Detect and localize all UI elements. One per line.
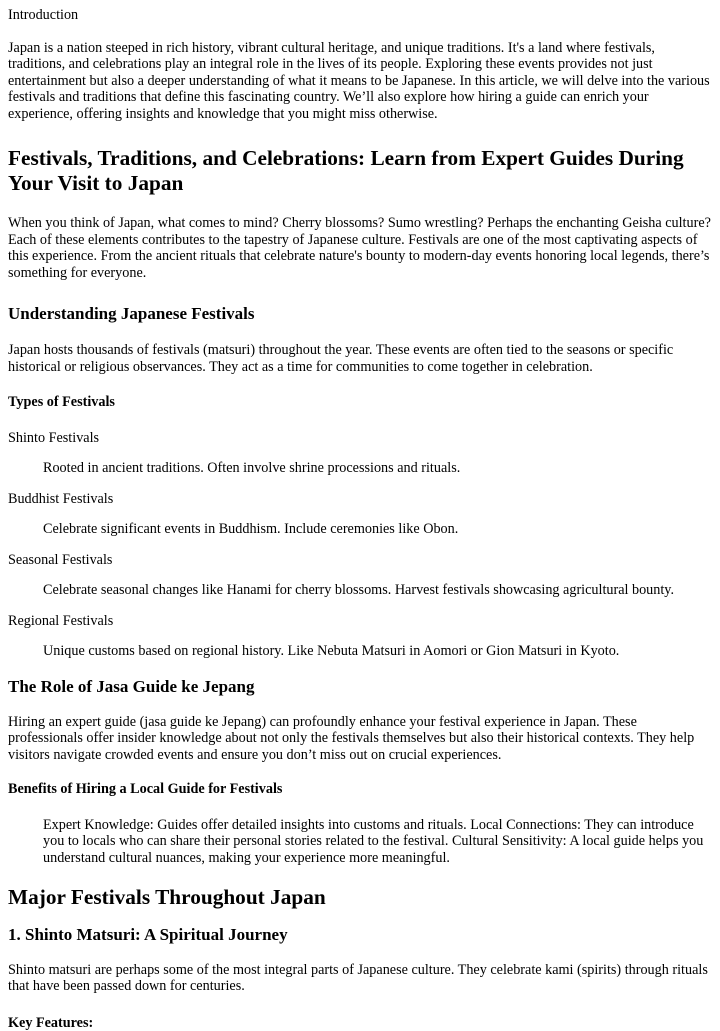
key-features-heading: Key Features: bbox=[8, 1015, 712, 1031]
benefits-heading: Benefits of Hiring a Local Guide for Festivals bbox=[8, 781, 712, 798]
festival-type-description: Celebrate significant events in Buddhism. Include ceremonies like Obon. bbox=[8, 521, 712, 538]
shinto-heading: 1. Shinto Matsuri: A Spiritual Journey bbox=[8, 925, 712, 945]
festival-type-description: Unique customs based on regional history. Like Nebuta Matsuri in Aomori or Gion Matsuri in Kyoto. bbox=[8, 643, 712, 660]
intro-label: Introduction bbox=[8, 0, 712, 24]
festival-type-term: Seasonal Festivals bbox=[8, 552, 712, 569]
benefits-text: Expert Knowledge: Guides offer detailed insights into customs and rituals. Local Connections: They can introduce you to locals who can share their personal stories related to the festival. Cultural Sensitivity: A local guide helps you understand cultural nuances, making your experience more meaningful. bbox=[8, 817, 712, 867]
guide-role-paragraph: Hiring an expert guide (jasa guide ke Jepang) can profoundly enhance your festival experience in Japan. These professionals offer insider knowledge about not only the festivals themselves but also their historical contexts. They help visitors navigate crowded events and ensure you don’t miss out on crucial experiences. bbox=[8, 714, 712, 764]
types-heading: Types of Festivals bbox=[8, 394, 712, 411]
understanding-paragraph: Japan hosts thousands of festivals (matsuri) throughout the year. These events are often tied to the seasons or specific historical or religious observances. They act as a time for communities to come together in celebration. bbox=[8, 342, 712, 375]
major-festivals-heading: Major Festivals Throughout Japan bbox=[8, 885, 712, 910]
main-paragraph: When you think of Japan, what comes to mind? Cherry blossoms? Sumo wrestling? Perhaps the enchanting Geisha culture? Each of these elements contributes to the tapestry of Japanese culture. Festivals are one of the most captivating aspects of this experience. From the ancient rituals that celebrate nature's bounty to modern-day events honoring local legends, there’s something for everyone. bbox=[8, 215, 712, 281]
festival-type-term: Buddhist Festivals bbox=[8, 491, 712, 508]
main-heading: Festivals, Traditions, and Celebrations: Learn from Expert Guides During Your Visit to Japan bbox=[8, 146, 712, 195]
guide-role-heading: The Role of Jasa Guide ke Jepang bbox=[8, 677, 712, 697]
festival-type-term: Shinto Festivals bbox=[8, 430, 712, 447]
intro-paragraph: Japan is a nation steeped in rich history, vibrant cultural heritage, and unique traditions. It's a land where festivals, traditions, and celebrations play an integral role in the lives of its people. Exploring these events provides not just entertainment but also a deeper understanding of what it means to be Japanese. In this article, we will delve into the various festivals and traditions that define this fascinating country. We’ll also explore how hiring a guide can enrich your experience, offering insights and knowledge that you might miss otherwise. bbox=[8, 40, 712, 123]
festival-type-term: Regional Festivals bbox=[8, 613, 712, 630]
understanding-heading: Understanding Japanese Festivals bbox=[8, 304, 712, 324]
shinto-paragraph: Shinto matsuri are perhaps some of the most integral parts of Japanese culture. They celebrate kami (spirits) through rituals that have been passed down for centuries. bbox=[8, 962, 712, 995]
festival-type-description: Rooted in ancient traditions. Often involve shrine processions and rituals. bbox=[8, 460, 712, 477]
festival-type-description: Celebrate seasonal changes like Hanami for cherry blossoms. Harvest festivals showcasing agricultural bounty. bbox=[8, 582, 712, 599]
